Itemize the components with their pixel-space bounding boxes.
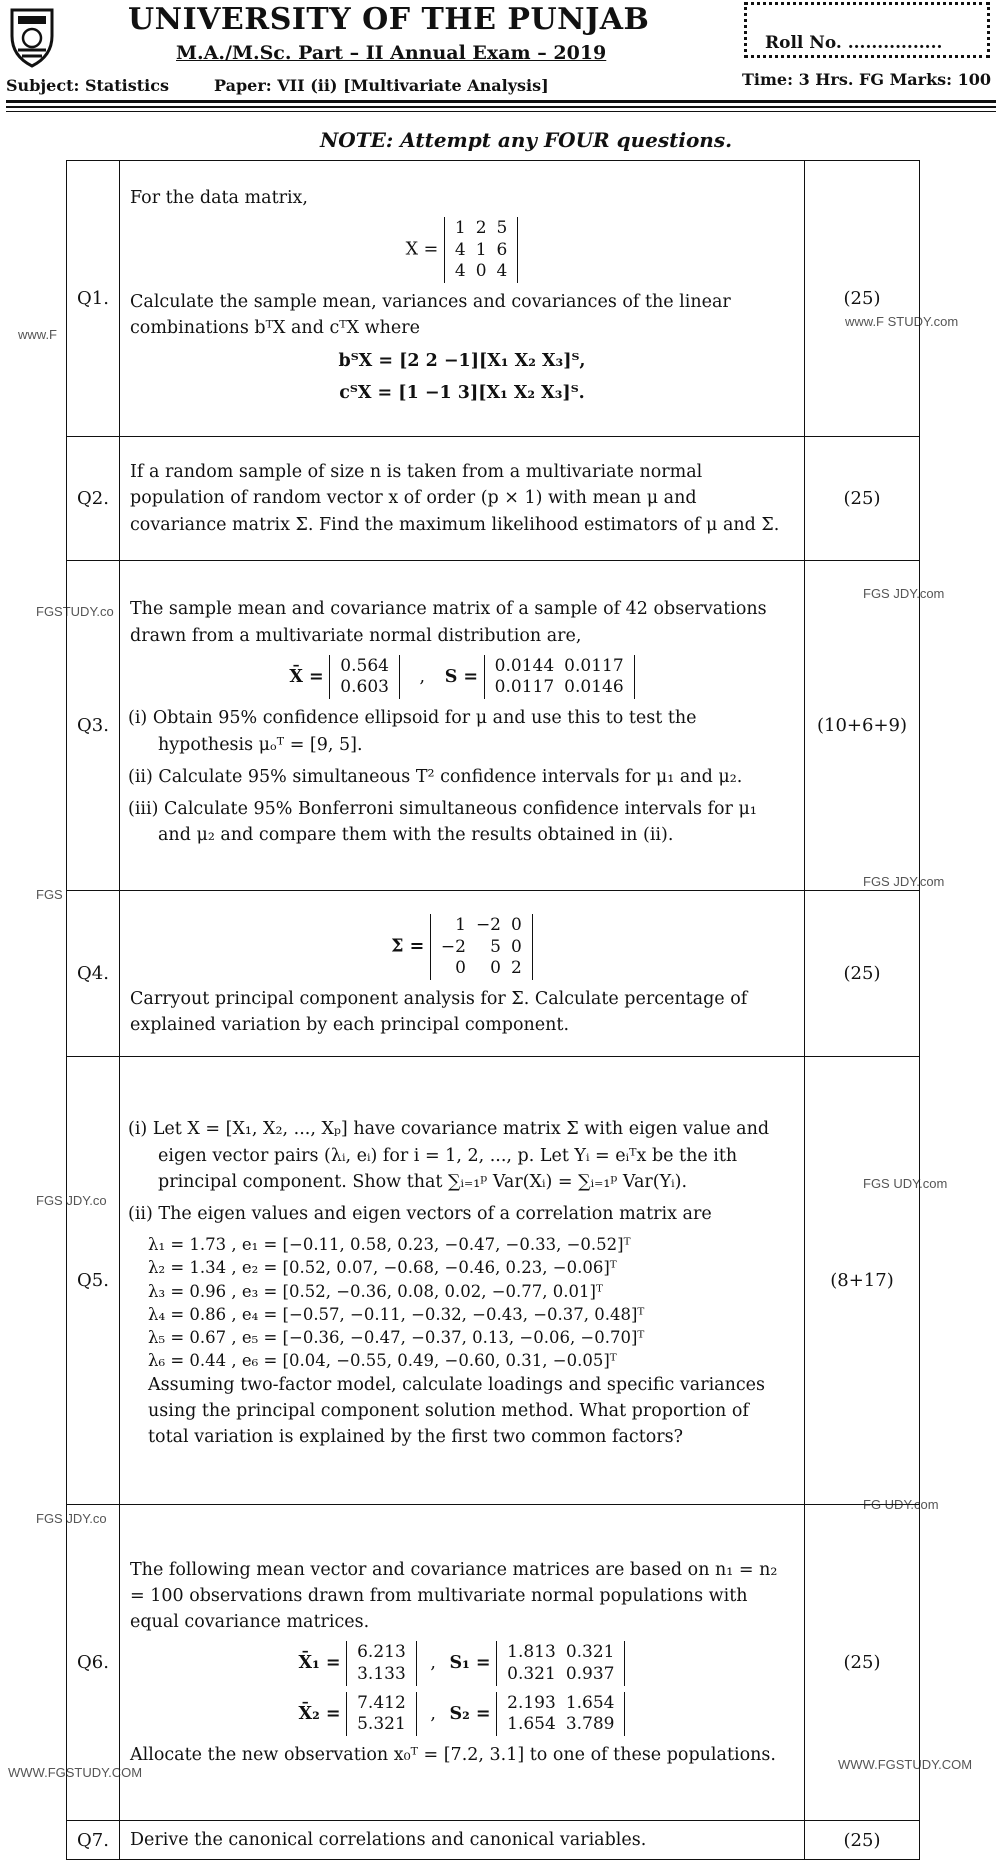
question-text: Derive the canonical correlations and canonical variables. [120, 1821, 805, 1860]
eigen-pair: λ₁ = 1.73 , e₁ = [−0.11, 0.58, 0.23, −0.47, −0.33, −0.52]ᵀ [148, 1235, 631, 1255]
question-row-q3 [67, 561, 920, 891]
covariance-matrix: 0.0144 0.0117 0.0117 0.0146 [484, 655, 635, 700]
instructions-note: NOTE: Attempt any FOUR questions. [320, 128, 733, 152]
eigen-pair: λ₂ = 1.34 , e₂ = [0.52, 0.07, −0.68, −0.46, 0.23, −0.06]ᵀ [148, 1258, 617, 1278]
watermark: FGS JDY.com [863, 586, 945, 601]
question-number: Q2. [67, 437, 120, 561]
watermark: FGS UDY.com [863, 1176, 948, 1191]
watermark: WWW.FGSTUDY.COM [8, 1765, 143, 1780]
question-row-q2 [67, 437, 920, 561]
q1-text: Calculate the sample mean, variances and covariances of the linear combinations bᵀX and cᵀX where [130, 292, 731, 339]
q5-part-i: (i) Let X = [X₁, X₂, ..., Xₚ] have covariance matrix Σ with eigen value and eigen vector pairs (λᵢ, eᵢ) for i = 1, 2, ..., p. Let Yᵢ = eᵢᵀx be the ith principal component. Show that ∑ᵢ₌₁ᵖ Var(Xᵢ) = ∑ᵢ₌₁ᵖ Var(Yᵢ). [128, 1119, 770, 1192]
question-marks: (25) [805, 161, 920, 437]
sigma-label: Σ = [391, 936, 425, 957]
watermark: FGS JDY.co [36, 1193, 107, 1208]
mean-vector-2: 7.412 5.321 [346, 1692, 417, 1737]
question-number: Q5. [67, 1057, 120, 1505]
questions-table [66, 160, 920, 1860]
question-row-q6 [67, 1505, 920, 1821]
exam-title: M.A./M.Sc. Part – II Annual Exam – 2019 [176, 42, 607, 64]
roll-number-box [744, 2, 990, 58]
xbar-label: X̄ = [289, 666, 324, 687]
question-text [120, 891, 805, 1057]
watermark: FGSTUDY.co [36, 604, 114, 619]
q6-pop2-matrices: X̄₂ = 7.412 5.321 , S₂ = 2.193 1.654 1.654 3.789 [130, 1692, 794, 1737]
q3-matrices: X̄ = 0.564 0.603 , S = 0.0144 0.0117 0.0117 0.0146 [130, 655, 794, 700]
q3-part-ii: (ii) Calculate 95% simultaneous T² confidence intervals for μ₁ and μ₂. [128, 766, 743, 787]
q3-intro: The sample mean and covariance matrix of a sample of 42 observations drawn from a multivariate normal distribution are, [130, 599, 767, 646]
q6-text: Allocate the new observation x₀ᵀ = [7.2, 3.1] to one of these populations. [130, 1745, 776, 1766]
q6-pop1-matrices: X̄₁ = 6.213 3.133 , S₁ = 1.813 0.321 0.321 0.937 [130, 1641, 794, 1686]
question-number: Q1. [67, 161, 120, 437]
question-marks: (25) [805, 1505, 920, 1821]
q1-intro: For the data matrix, [130, 188, 308, 208]
q3-part-iii: (iii) Calculate 95% Bonferroni simultaneous confidence intervals for μ₁ and μ₂ and compare them with the results obtained in (ii). [128, 799, 757, 846]
q3-part-i: (i) Obtain 95% confidence ellipsoid for μ and use this to test the hypothesis μₒᵀ = [9, 5]. [128, 708, 697, 755]
eigen-pair: λ₄ = 0.86 , e₄ = [−0.57, −0.11, −0.32, −0.43, −0.37, 0.48]ᵀ [148, 1304, 645, 1324]
header-rule [6, 100, 996, 103]
eigen-pair: λ₅ = 0.67 , e₅ = [−0.36, −0.47, −0.37, 0.13, −0.06, −0.70]ᵀ [148, 1327, 645, 1347]
eigen-pair: λ₆ = 0.44 , e₆ = [0.04, −0.55, 0.49, −0.60, 0.31, −0.05]ᵀ [148, 1350, 617, 1370]
watermark: WWW.FGSTUDY.COM [838, 1757, 973, 1772]
question-number: Q6. [67, 1505, 120, 1821]
paper-label: Paper: VII (ii) [Multivariate Analysis] [214, 76, 549, 95]
question-number: Q4. [67, 891, 120, 1057]
question-marks: (25) [805, 437, 920, 561]
watermark: FGS [36, 887, 63, 902]
q1-equation-1: bᵀX = [2 2 −1][X₁ X₂ X₃]ᵀ, [338, 350, 586, 371]
watermark: FGS JDY.co [36, 1511, 107, 1526]
question-marks: (10+6+9) [805, 561, 920, 891]
x1-label: X̄₁ = [298, 1653, 341, 1673]
q1-equation-2: cᵀX = [1 −1 3][X₁ X₂ X₃]ᵀ. [339, 382, 585, 403]
question-marks: (25) [805, 891, 920, 1057]
s-label: S = [444, 666, 479, 687]
s2-label: S₂ = [449, 1703, 491, 1724]
subject-label: Subject: Statistics [6, 76, 169, 95]
question-text [120, 1505, 805, 1821]
mean-vector-1: 6.213 3.133 [346, 1641, 417, 1686]
question-row-q1 [67, 161, 920, 437]
eigen-pair: λ₃ = 0.96 , e₃ = [0.52, −0.36, 0.08, 0.02, −0.77, 0.01]ᵀ [148, 1281, 603, 1301]
university-name: UNIVERSITY OF THE PUNJAB [128, 2, 650, 37]
question-marks: (25) [805, 1821, 920, 1860]
watermark: www.F [18, 327, 57, 342]
question-text [120, 161, 805, 437]
question-row-q5 [67, 1057, 920, 1505]
question-text [120, 1057, 805, 1505]
q4-text: Carryout principal component analysis for Σ. Calculate percentage of explained variation by each principal component. [130, 989, 748, 1036]
question-row-q4 [67, 891, 920, 1057]
question-text: If a random sample of size n is taken from a multivariate normal population of random vector x of order (p × 1) with mean μ and covariance matrix Σ. Find the maximum likelihood estimators of μ and Σ. [120, 437, 805, 561]
question-marks: (8+17) [805, 1057, 920, 1505]
sigma-matrix: 1 −2 0 −2 5 0 0 0 2 [430, 914, 533, 980]
x2-label: X̄₂ = [298, 1703, 341, 1724]
watermark: FGS JDY.com [863, 874, 945, 889]
question-number: Q7. [67, 1821, 120, 1860]
covariance-matrix-1: 1.813 0.321 0.321 0.937 [496, 1641, 625, 1686]
data-matrix: 1 2 5 4 1 6 4 0 4 [444, 217, 518, 283]
header-rule-3 [6, 111, 996, 112]
q5-part-ii: (ii) The eigen values and eigen vectors of a correlation matrix are [128, 1204, 712, 1225]
q1-matrix-label: X = [405, 239, 439, 260]
q1-matrix-block [130, 217, 794, 283]
sample-mean-vector: 0.564 0.603 [329, 655, 400, 700]
question-number: Q3. [67, 561, 120, 891]
covariance-matrix-2: 2.193 1.654 1.654 3.789 [496, 1692, 625, 1737]
watermark: www.F STUDY.com [845, 314, 959, 329]
time-marks-label: Time: 3 Hrs. FG Marks: 100 [742, 70, 992, 89]
header-rule-2 [6, 106, 996, 108]
watermark: FG UDY.com [863, 1497, 939, 1512]
question-text [120, 561, 805, 891]
question-row-q7 [67, 1821, 920, 1860]
roll-number-label: Roll No. ................ [765, 33, 943, 53]
q6-intro: The following mean vector and covariance matrices are based on n₁ = n₂ = 100 observations drawn from multivariate normal populations with equal covariance matrices. [130, 1559, 778, 1632]
q4-matrix-block [130, 914, 794, 980]
university-crest-logo [4, 6, 60, 68]
q5-tail: Assuming two-factor model, calculate loadings and specific variances using the principal component solution method. What proportion of total variation is explained by the first two common factors? [148, 1374, 766, 1448]
s1-label: S₁ = [449, 1653, 491, 1673]
